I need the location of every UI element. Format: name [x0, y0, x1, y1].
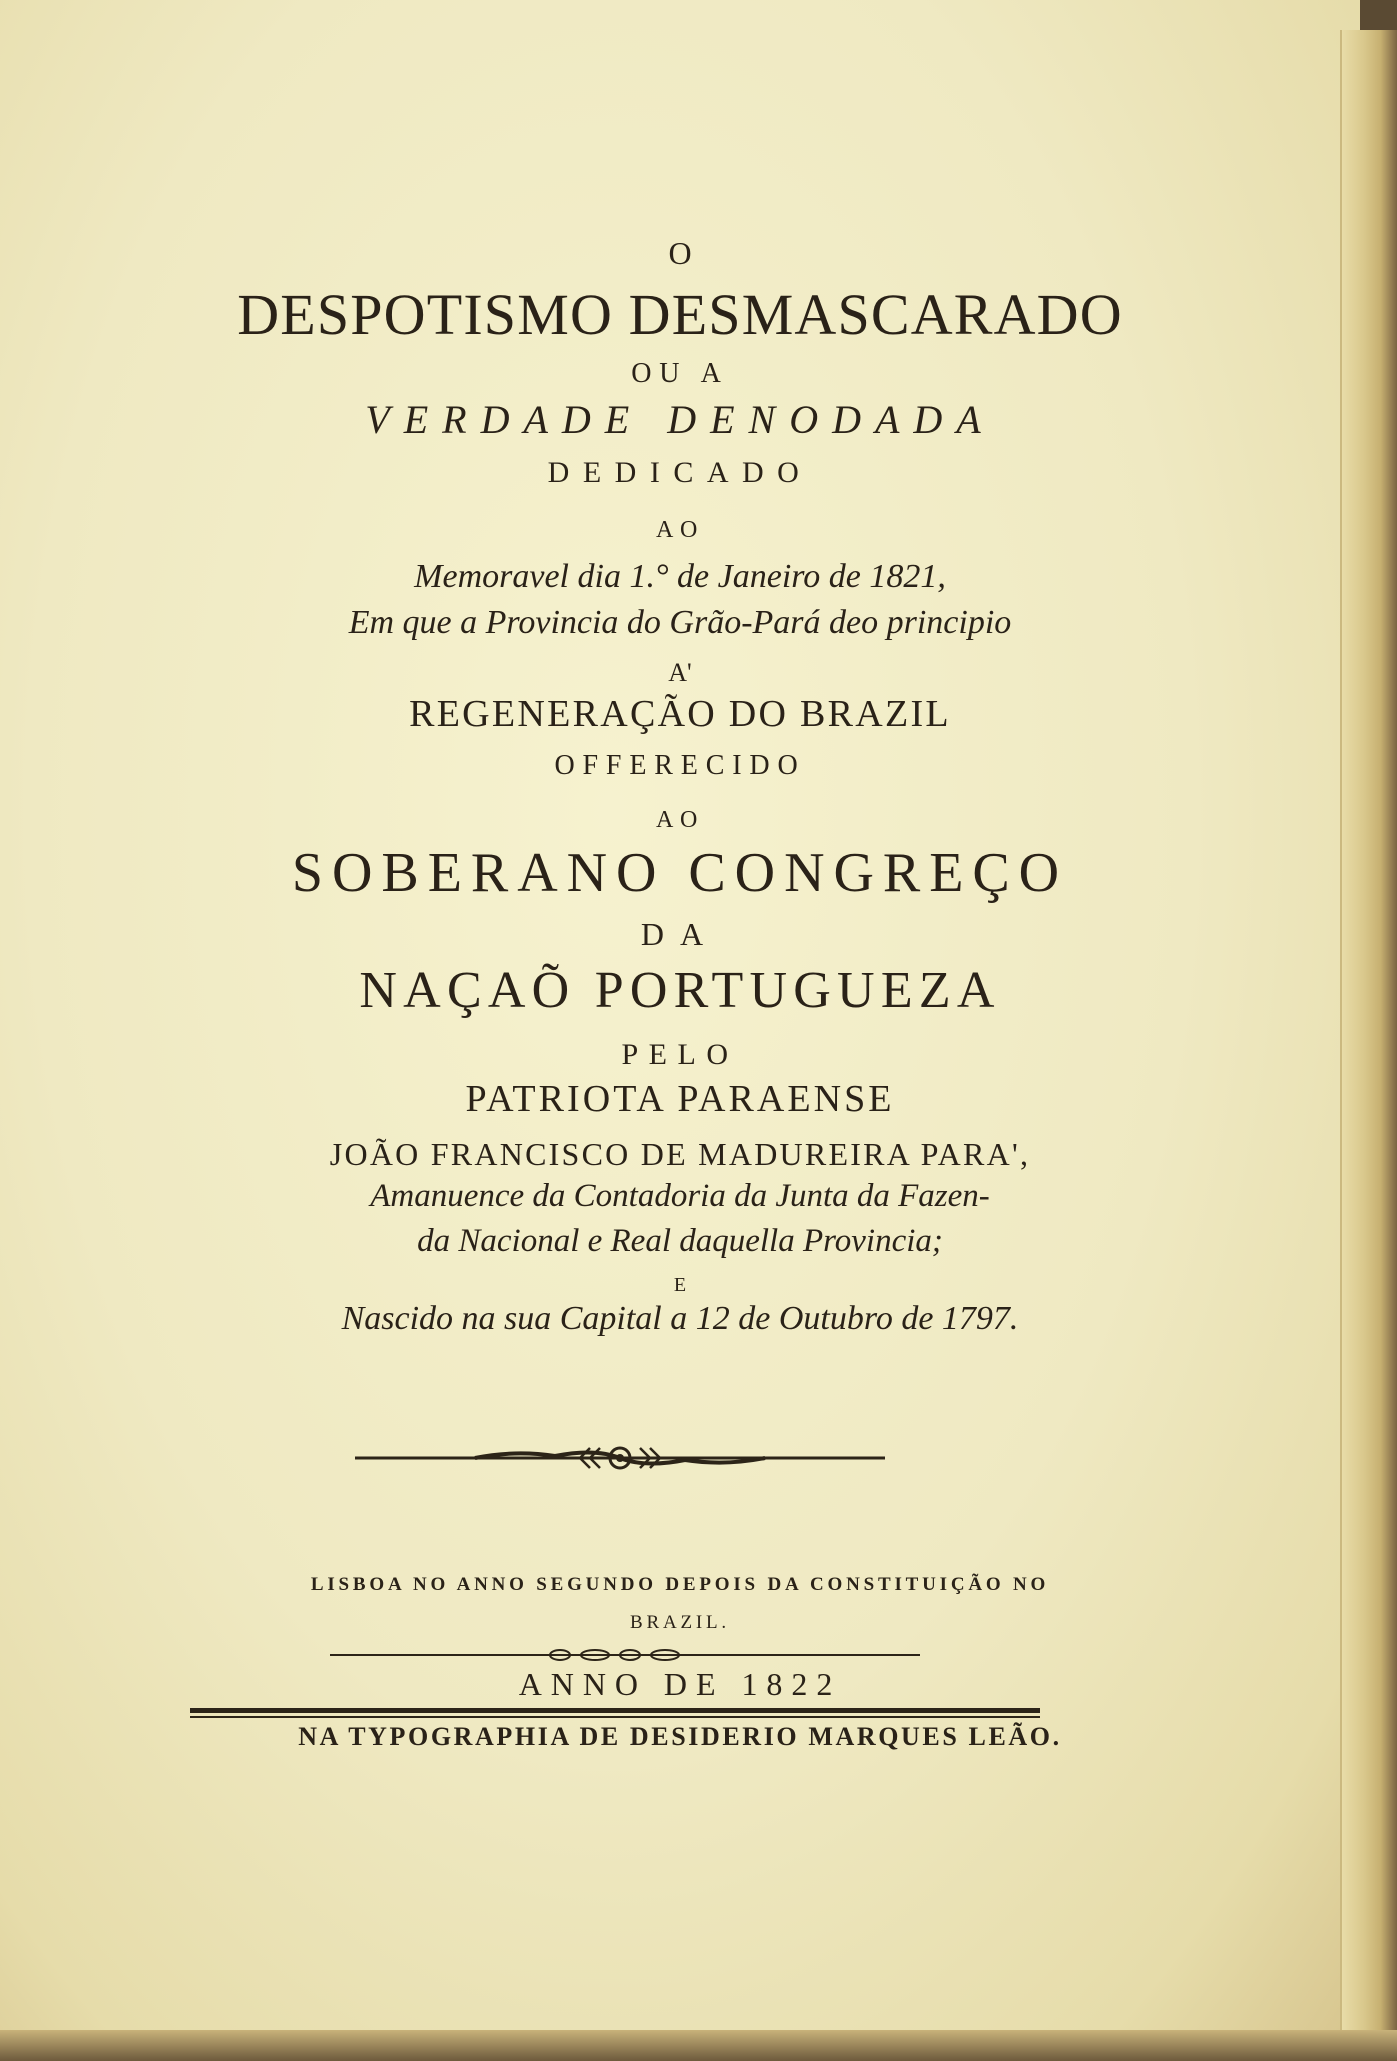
author-office-1: Amanuence da Contadoria da Junta da Fazen-	[370, 1178, 990, 1214]
portuguese-nation: NAÇAÕ PORTUGUEZA	[359, 962, 1001, 1019]
conjunction: E	[673, 1274, 687, 1296]
imprint-year: ANNO DE 1822	[518, 1666, 842, 1702]
imprint-line-2: BRAZIL.	[630, 1612, 730, 1633]
author-birth: Nascido na sua Capital a 12 de Outubro de 1797.	[341, 1300, 1019, 1337]
imprint-ornament-rule	[330, 1645, 920, 1665]
title-connector: OU A	[631, 358, 729, 389]
subtitle: VERDADE DENODADA	[365, 397, 995, 442]
dedication-heading: DEDICADO	[547, 456, 813, 489]
sovereign-congress: SOBERANO CONGREÇO	[291, 842, 1069, 904]
author-office-2: da Nacional e Real daquella Provincia;	[417, 1223, 943, 1259]
of-the: DA	[640, 916, 720, 952]
imprint-line-1: LISBOA NO ANNO SEGUNDO DEPOIS DA CONSTITUIÇÃO NO	[310, 1574, 1050, 1595]
dedication-text: Em que a Provincia do Grão-Pará deo principio	[348, 604, 1012, 641]
page-edge	[1340, 30, 1397, 2030]
bottom-edge	[0, 2030, 1397, 2061]
main-title: DESPOTISMO DESMASCARADO	[237, 282, 1123, 347]
dedication-connector-2: A'	[668, 658, 692, 687]
title-article: O	[668, 235, 692, 271]
imprint-thick-rule	[190, 1708, 1040, 1713]
by-line: PELO	[621, 1038, 739, 1071]
dedication-date: Memoravel dia 1.° de Janeiro de 1821,	[414, 558, 946, 595]
offered-connector: AO	[655, 807, 705, 833]
dedication-connector: AO	[655, 517, 705, 543]
author-epithet: PATRIOTA PARAENSE	[465, 1078, 895, 1120]
offered-heading: OFFERECIDO	[554, 750, 806, 781]
regeneration-line: REGENERAÇÃO DO BRAZIL	[409, 693, 951, 735]
ornament-divider	[355, 1438, 885, 1478]
imprint-thin-rule	[190, 1716, 1040, 1718]
printer-line: NA TYPOGRAPHIA DE DESIDERIO MARQUES LEÃO.	[298, 1722, 1062, 1751]
author-name: JOÃO FRANCISCO DE MADUREIRA PARA',	[329, 1136, 1031, 1172]
